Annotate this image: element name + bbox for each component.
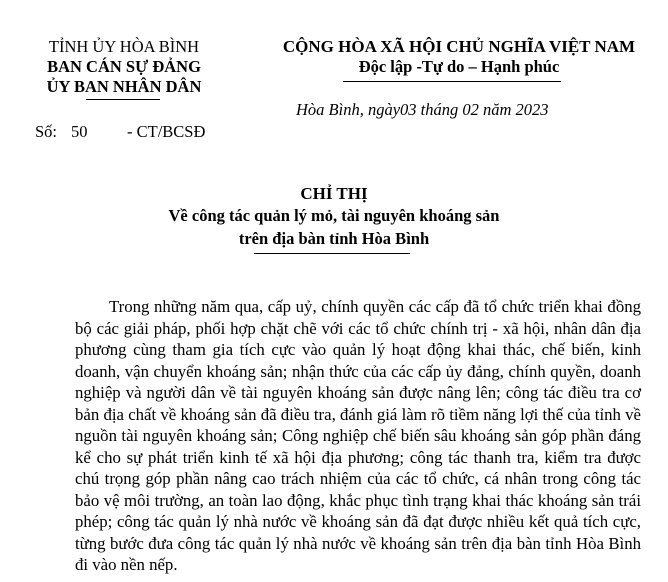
issuer-underline [86,99,160,100]
body-paragraph: Trong những năm qua, cấp uỷ, chính quyền các cấp đã tổ chức triển khai đồng bộ các giải pháp, phối hợp chặt chẽ với các tổ chức chính trị - xã hội, nhân dân địa phương cùng tham gia tích cực vào quản lý hoạt động khai thác, chế biến, kinh doanh, vận chuyển khoáng sản; nhận thức của các cấp ủy đảng, chính quyền, doanh nghiệp và người dân về tài nguyên khoáng sản được nâng lên; công tác điều tra cơ bản địa chất về khoáng sản đã điều tra, đánh giá làm rõ tiềm năng lợi thế của tỉnh về nguồn tài nguyên khoáng sản; Công nghiệp chế biến sâu khoáng sản góp phần đáng kể cho sự phát triển kinh tế xã hội địa phương; công tác thanh tra, kiểm tra được chú trọng góp phần nâng cao trách nhiệm của các tổ chức, cá nhân trong công tác bảo vệ môi trường, an toàn lao động, khắc phục tình trạng khai thác khoáng sản trái phép; công tác quản lý nhà nước về khoáng sản đã đạt được nhiều kết quả tích cực, từng bước đưa công tác quản lý nhà nước về khoáng sản trên địa bàn tỉnh Hòa Bình đi vào nền nếp. [75,297,641,574]
doc-number-label: Số: [35,122,58,141]
title-underline [254,253,410,254]
issue-date: Hòa Bình, ngày03 tháng 02 năm 2023 [296,100,549,119]
document-subject-line-1: Về công tác quản lý mỏ, tài nguyên khoáng sản [168,206,500,225]
document-type-heading: CHỈ THỊ [300,184,368,203]
issuer-peoples-committee: ỦY BAN NHÂN DÂN [46,77,202,96]
doc-number: 50 [71,122,88,141]
national-title: CỘNG HÒA XÃ HỘI CHỦ NGHĨA VIỆT NAM [282,37,636,56]
motto-underline [343,81,561,82]
document-subject-line-2: trên địa bàn tỉnh Hòa Bình [238,229,430,248]
national-motto: Độc lập -Tự do – Hạnh phúc [358,57,560,76]
issuer-party-board: BAN CÁN SỰ ĐẢNG [47,57,201,76]
doc-code: - CT/BCSĐ [127,122,206,141]
issuer-province-party-committee: TỈNH ỦY HÒA BÌNH [48,37,200,56]
